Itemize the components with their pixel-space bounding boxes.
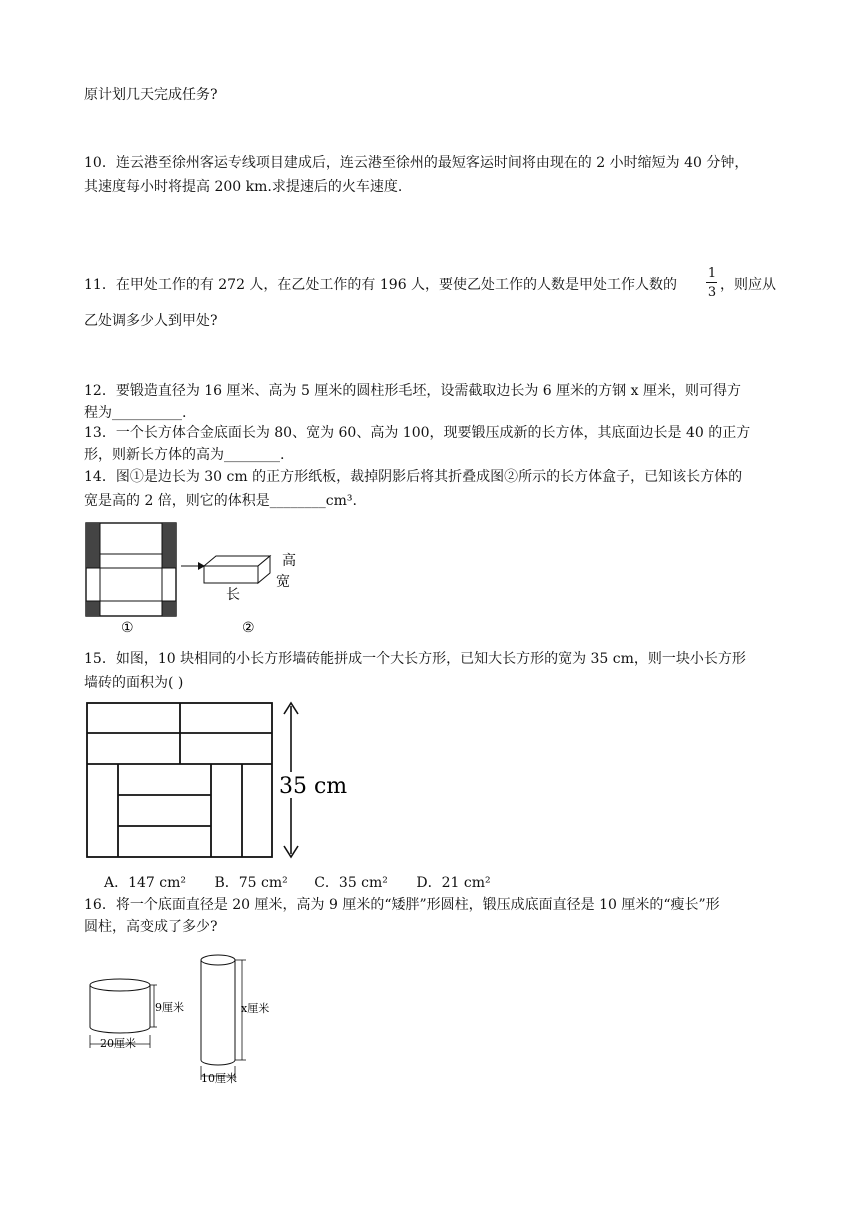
q16-line2: 圆柱，高变成了多少? xyxy=(84,919,218,935)
short-cylinder xyxy=(90,979,150,1033)
q14-line1: 14．图①是边长为 30 cm 的正方形纸板，裁掉阴影后将其折叠成图②所示的长方体盒子，已知该长方体的 xyxy=(84,469,743,485)
width-label: 宽 xyxy=(276,574,290,590)
q9-tail: 原计划几天完成任务? xyxy=(84,87,218,103)
tall-cylinder xyxy=(201,955,235,1065)
figure-2-label: ② xyxy=(242,620,255,636)
q12-line2: 程为__________. xyxy=(84,405,187,421)
option-c[interactable]: C．35 cm² xyxy=(314,875,388,891)
q11-line2: 乙处调多少人到甲处? xyxy=(84,313,218,329)
q10-line1: 10．连云港至徐州客运专线项目建成后，连云港至徐州的最短客运时间将由现在的 2 小时缩短为 40 分钟， xyxy=(84,155,749,171)
tall-dim-lines xyxy=(201,960,246,1080)
q15-line2: 墙砖的面积为( ) xyxy=(84,675,184,691)
option-a[interactable]: A．147 cm² xyxy=(104,875,187,891)
q14-line2: 宽是高的 2 倍，则它的体积是________cm³. xyxy=(84,493,357,509)
tall-diameter-label: 10厘米 xyxy=(201,1072,237,1085)
q11-fraction-numerator: 1 xyxy=(707,266,717,281)
q15-line1: 15．如图，10 块相同的小长方形墙砖能拼成一个大长方形，已知大长方形的宽为 35 cm，则一块小长方形 xyxy=(84,651,746,667)
q13-line2: 形，则新长方体的高为________. xyxy=(84,447,285,463)
arrow-icon xyxy=(181,562,205,570)
q16-line1: 16．将一个底面直径是 20 厘米，高为 9 厘米的“矮胖”形圆柱，锻压成底面直径是 10 厘米的“瘦长”形 xyxy=(84,897,720,913)
brick-rectangle xyxy=(87,703,272,857)
q13-line1: 13．一个长方体合金底面长为 80、宽为 60、高为 100，现要锻压成新的长方体，其底面边长是 40 的正方 xyxy=(84,425,751,441)
length-label: 长 xyxy=(226,587,240,603)
q16-cylinder-figure xyxy=(84,948,284,1088)
height-label: 高 xyxy=(282,553,296,569)
option-d[interactable]: D．21 cm² xyxy=(416,875,491,891)
q11-line1 xyxy=(84,276,784,294)
q11-line1-end: ，则应从 xyxy=(720,277,776,293)
tall-height-label: x厘米 xyxy=(241,1002,270,1015)
q11-fraction-denominator: 3 xyxy=(707,285,717,300)
q12-line1: 12．要锻造直径为 16 厘米、高为 5 厘米的圆柱形毛坯，设需截取边长为 6 厘米的方钢 x 厘米，则可得方 xyxy=(84,383,741,399)
short-height-label: 9厘米 xyxy=(155,1001,184,1014)
box-drawing xyxy=(204,556,270,583)
q14-figure xyxy=(84,518,314,638)
q11-text: 11．在甲处工作的有 272 人，在乙处工作的有 196 人，要使乙处工作的人数是甲处工作人数的 xyxy=(84,277,678,293)
figure-1-label: ① xyxy=(121,620,134,636)
q10-line2: 其速度每小时将提高 200 km.求提速后的火车速度. xyxy=(84,179,403,195)
q15-brick-figure xyxy=(84,700,354,862)
q15-options xyxy=(104,874,491,892)
option-b[interactable]: B．75 cm² xyxy=(214,875,288,891)
square-board xyxy=(86,523,176,616)
short-diameter-label: 20厘米 xyxy=(100,1037,136,1050)
q11-fraction-bar xyxy=(706,282,717,283)
dimension-label: 35 cm xyxy=(279,774,348,799)
